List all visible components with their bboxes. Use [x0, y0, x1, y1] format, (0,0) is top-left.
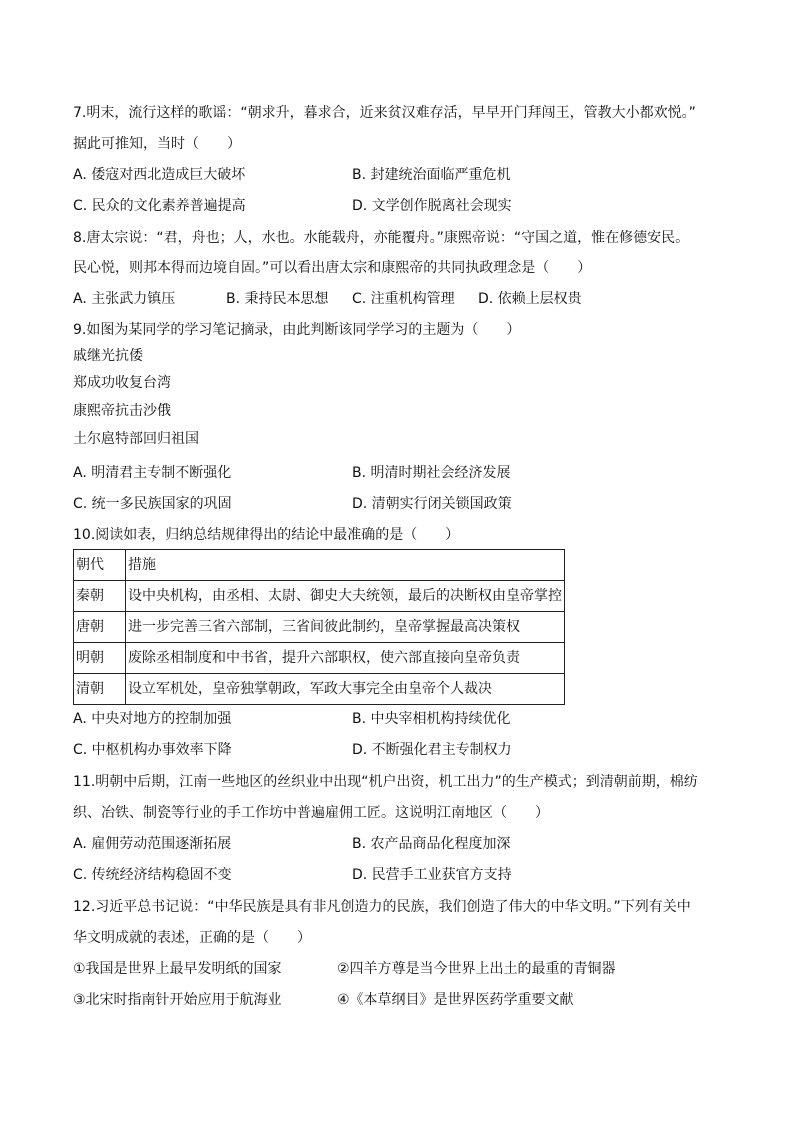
q11-stem-line1: 11.明朝中后期，江南一些地区的丝织业中出现“机户出资，机工出力”的生产模式；到清朝前期，棉纺 — [73, 774, 698, 790]
table-cell-measure: 设中央机构，由丞相、太尉、御史大夫统领，最后的决断权由皇帝掌控 — [126, 581, 565, 612]
table-cell-measure: 设立军机处，皇帝独掌朝政，军政大事完全由皇帝个人裁决 — [126, 674, 565, 705]
q7-stem-line2: 据此可推知，当时（ ） — [73, 136, 241, 152]
q12-item-3: ③北宋时指南针开始应用于航海业 — [73, 992, 282, 1008]
q7-option-c: C. 民众的文化素养普遍提高 — [73, 198, 246, 214]
q8-option-a: A. 主张武力镇压 — [73, 291, 176, 307]
q10-option-b: B. 中央宰相机构持续优化 — [352, 711, 511, 727]
table-cell-dynasty: 明朝 — [74, 643, 126, 674]
q7-option-b: B. 封建统治面临严重危机 — [352, 167, 511, 183]
q9-option-c: C. 统一多民族国家的巩固 — [73, 496, 232, 512]
table-row — [74, 674, 565, 705]
q9-stem: 9.如图为某同学的学习笔记摘录，由此判断该同学学习的主题为（ ） — [73, 322, 521, 338]
q12-item-1: ①我国是世界上最早发明纸的国家 — [73, 961, 282, 977]
q8-option-c: C. 注重机构管理 — [352, 291, 455, 307]
table-cell-dynasty: 唐朝 — [74, 612, 126, 643]
q8-stem-line2: 民心悦，则邦本得而边境自固。”可以看出唐太宗和康熙帝的共同执政理念是（ ） — [73, 260, 592, 276]
q11-stem-line2: 织、冶铁、制瓷等行业的手工作坊中普遍雇佣工匠。这说明江南地区（ ） — [73, 805, 549, 821]
q11-option-c: C. 传统经济结构稳固不变 — [73, 867, 232, 883]
q8-option-b: B. 秉持民本思想 — [226, 291, 329, 307]
q7-stem-line1: 7.明末，流行这样的歌谣：“朝求升，暮求合，近来贫汉难存活，早早开门拜闯王，管教大小都欢悦。” — [73, 105, 696, 121]
table-cell-measure: 进一步完善三省六部制，三省间彼此制约，皇帝掌握最高决策权 — [126, 612, 565, 643]
q10-option-a: A. 中央对地方的控制加强 — [73, 711, 232, 727]
table-header-row — [74, 550, 565, 581]
table-cell-measure: 废除丞相制度和中书省，提升六部职权，使六部直接向皇帝负责 — [126, 643, 565, 674]
q9-option-b: B. 明清时期社会经济发展 — [352, 465, 511, 481]
table-row — [74, 581, 565, 612]
q10-stem: 10.阅读如表，归纳总结规律得出的结论中最准确的是（ ） — [73, 527, 460, 543]
q8-option-d: D. 依赖上层权贵 — [478, 291, 582, 307]
table-header-measures: 措施 — [126, 550, 565, 581]
table-cell-dynasty: 清朝 — [74, 674, 126, 705]
q12-item-2: ②四羊方尊是当今世界上出土的最重的青铜器 — [337, 961, 616, 977]
q9-option-d: D. 清朝实行闭关锁国政策 — [352, 496, 512, 512]
q7-option-d: D. 文学创作脱离社会现实 — [352, 198, 512, 214]
table-row — [74, 612, 565, 643]
q10-option-d: D. 不断强化君主专制权力 — [352, 742, 512, 758]
q7-option-a: A. 倭寇对西北造成巨大破坏 — [73, 167, 246, 183]
q12-stem-line1: 12.习近平总书记说：“中华民族是具有非凡创造力的民族，我们创造了伟大的中华文明。”下列有关中 — [73, 899, 691, 915]
q11-option-a: A. 雇佣劳动范围逐渐拓展 — [73, 836, 232, 852]
table-cell-dynasty: 秦朝 — [74, 581, 126, 612]
q9-note-1: 戚继光抗倭 — [73, 348, 143, 364]
q11-option-b: B. 农产品商品化程度加深 — [352, 836, 511, 852]
table-row — [74, 643, 565, 674]
q11-option-d: D. 民营手工业获官方支持 — [352, 867, 512, 883]
q8-stem-line1: 8.唐太宗说：“君，舟也；人，水也。水能载舟，亦能覆舟。”康熙帝说：“守国之道，惟在修德安民。 — [73, 230, 690, 246]
q12-stem-line2: 华文明成就的表述，正确的是（ ） — [73, 930, 311, 946]
q9-option-a: A. 明清君主专制不断强化 — [73, 465, 232, 481]
q12-item-4: ④《本草纲目》是世界医药学重要文献 — [337, 992, 574, 1008]
q9-note-2: 郑成功收复台湾 — [73, 375, 171, 391]
q9-note-4: 土尔扈特部回归祖国 — [73, 431, 199, 447]
q10-option-c: C. 中枢机构办事效率下降 — [73, 742, 232, 758]
q9-note-3: 康熙帝抗击沙俄 — [73, 403, 171, 419]
table-header-dynasty: 朝代 — [74, 550, 126, 581]
dynasty-measures-table — [73, 549, 565, 705]
